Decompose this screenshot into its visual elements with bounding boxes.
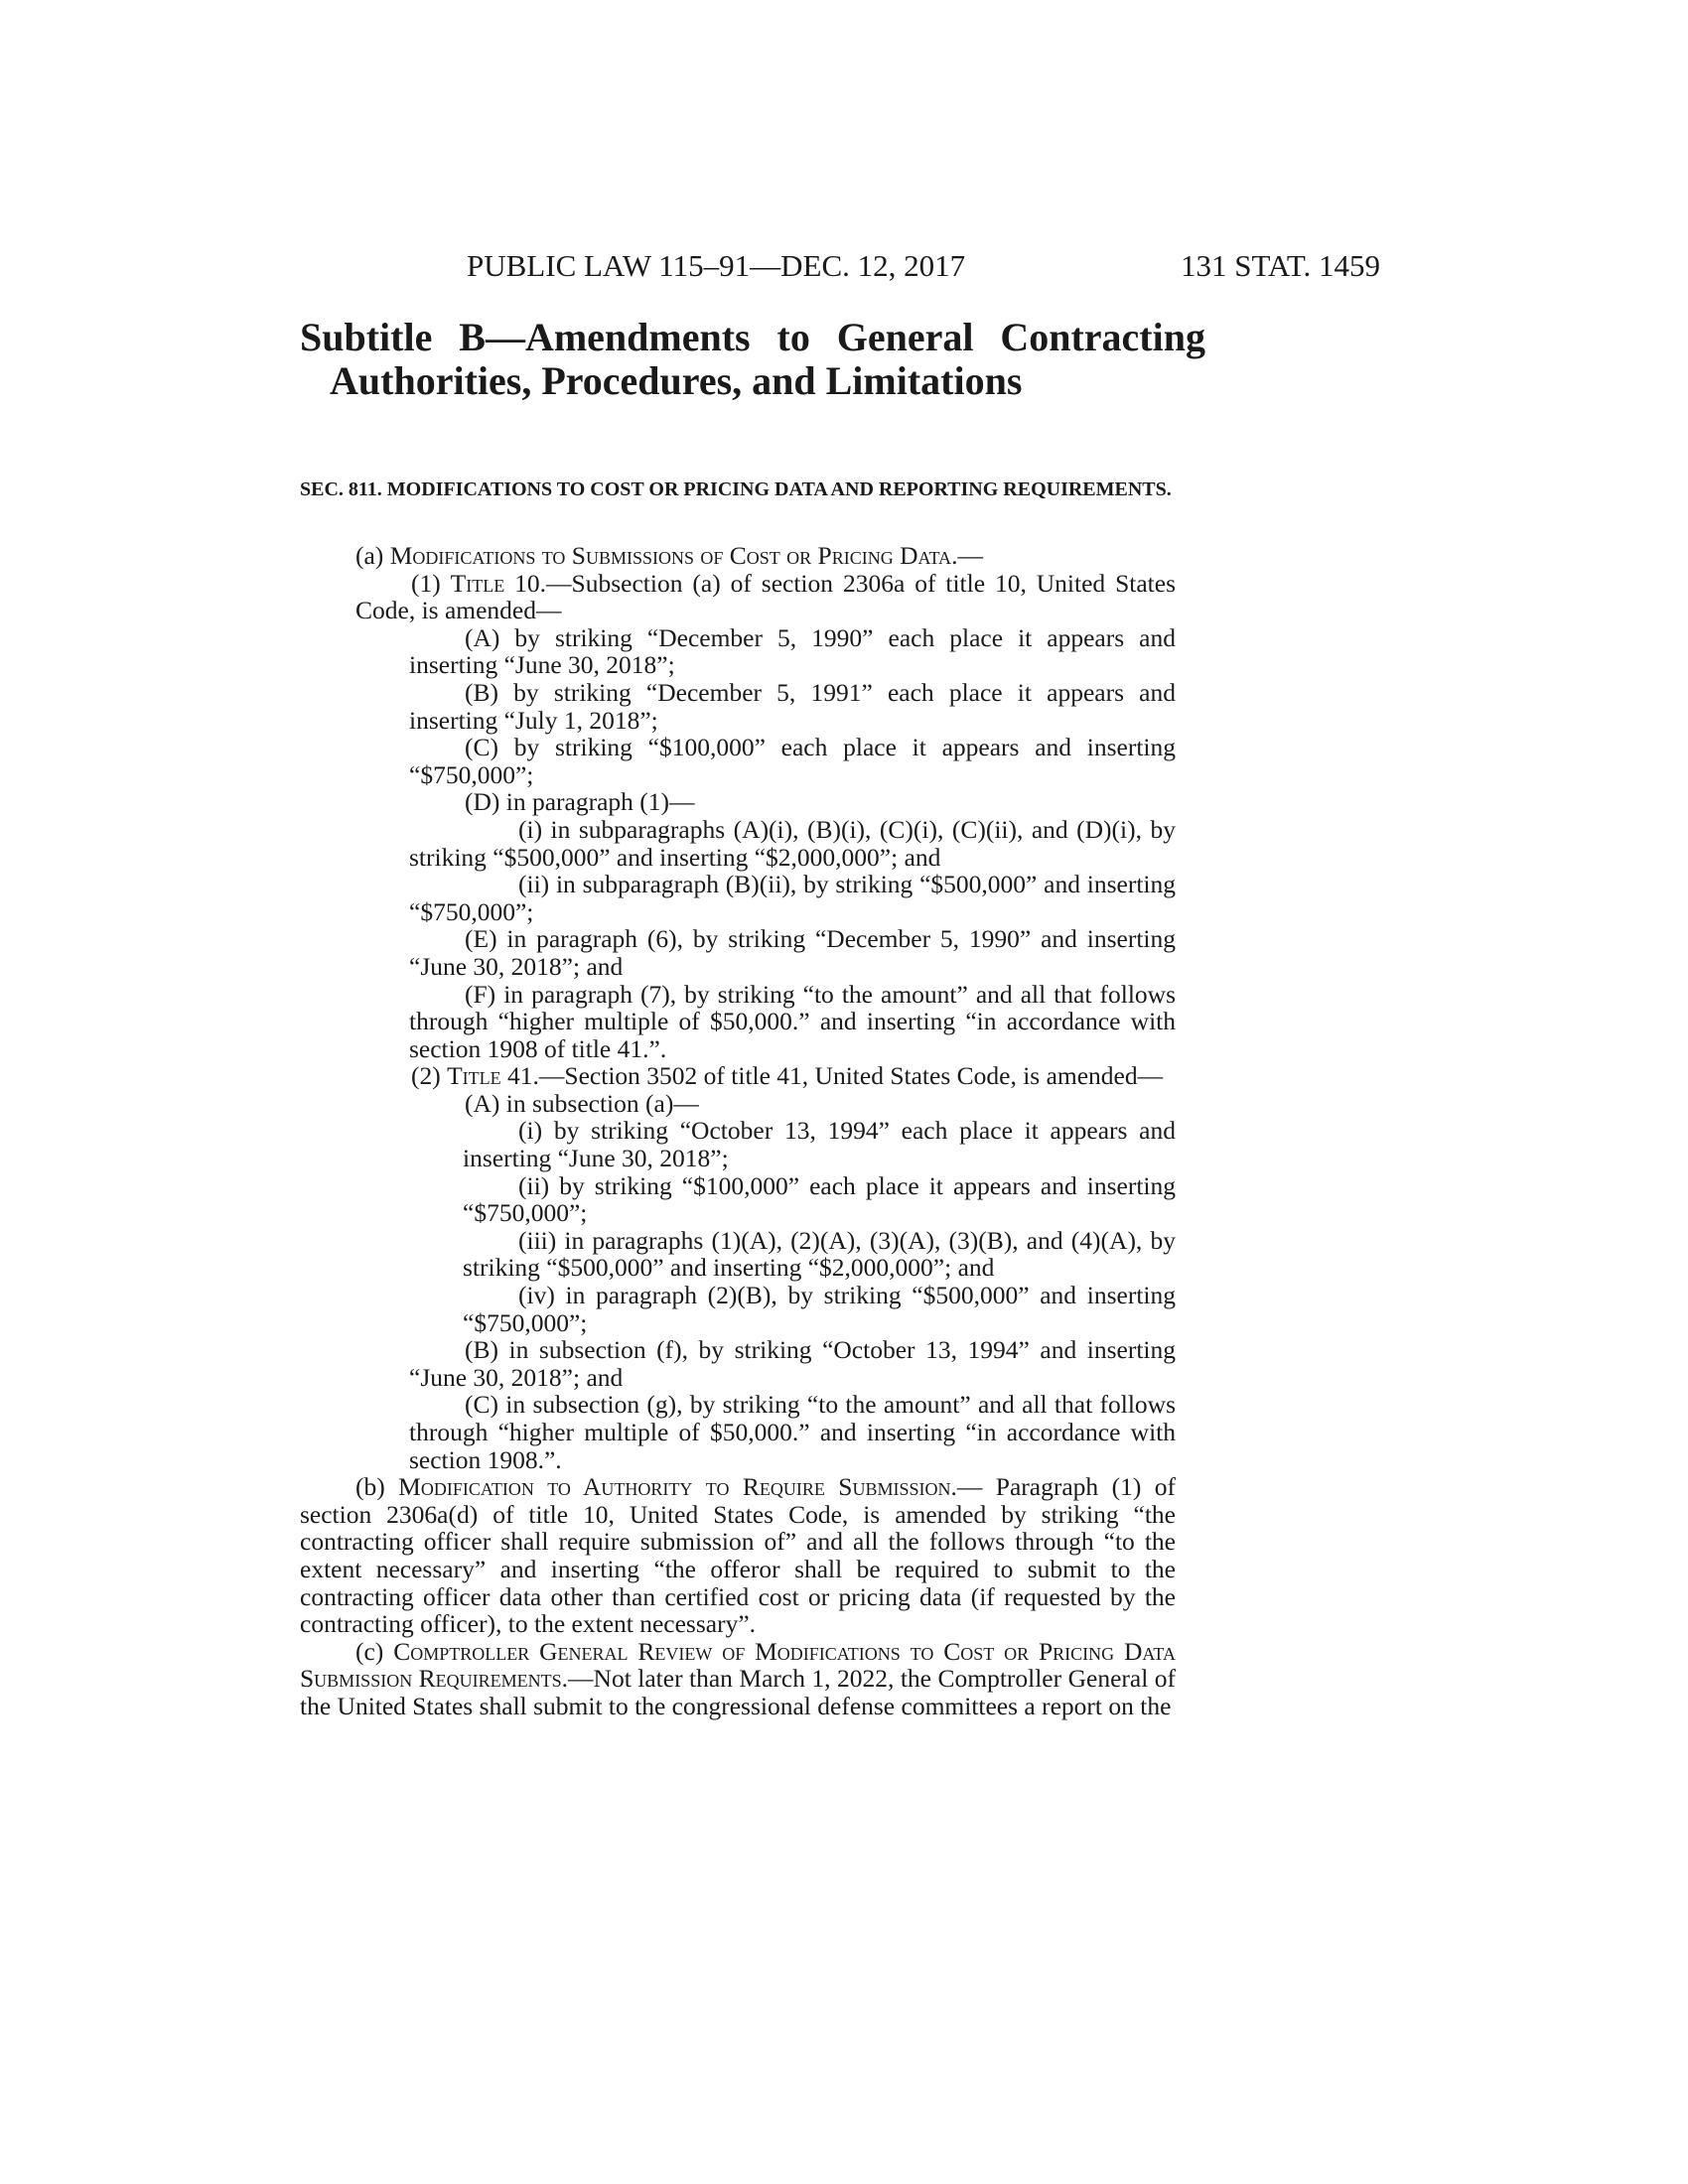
- clause-a2B: (B) in subsection (f), by striking “October 13, 1994” and inserting “June 30, 2018”; and: [409, 1335, 1176, 1392]
- clause-a1B: (B) by striking “December 5, 1991” each place it appears and inserting “July 1, 2018”;: [409, 677, 1176, 735]
- item-a1Dii: (ii) in subparagraph (B)(ii), by striking “$500,000” and inserting “$750,000”;: [409, 870, 1176, 926]
- statute-page-number: 131 STAT. 1459: [1180, 248, 1380, 283]
- clause-a1E: (E) in paragraph (6), by striking “December 5, 1990” and inserting “June 30, 2018”; and: [409, 924, 1176, 981]
- clause-a2A: (A) in subsection (a)—: [465, 1088, 699, 1118]
- item-a2Ai: (i) by striking “October 13, 1994” each place it appears and inserting “June 30, 2018”;: [463, 1116, 1176, 1173]
- section-body: [300, 542, 1176, 1720]
- item-a1Di: (i) in subparagraphs (A)(i), (B)(i), (C)(i), (C)(ii), and (D)(i), by striking “$500,000” and inserting “$2,000,000”; and: [409, 814, 1176, 872]
- clause-a1A: (A) by striking “December 5, 1990” each place it appears and inserting “June 30, 2018”;: [409, 622, 1176, 680]
- running-head: [298, 246, 1380, 286]
- item-a2Aiv: (iv) in paragraph (2)(B), by striking “$500,000” and inserting “$750,000”;: [463, 1281, 1176, 1337]
- subsection-b: (b) Modification to Authority to Require Submission.— Paragraph (1) of section 2306a(d) of title 10, United States Code, is amended by striking “the contracting officer shall require submission of” and all the follows through “to the extent necessary” and inserting “the offeror shall be required to submit to the contracting officer data other than certified cost or pricing data (if requested by the contracting officer), to the extent necessary”.: [300, 1472, 1176, 1639]
- clause-a2C: (C) in subsection (g), by striking “to the amount” and all that follows through “higher multiple of $50,000.” and inserting “in accordance with section 1908.”.: [409, 1390, 1176, 1474]
- paragraph-a2: (2) Title 41.—Section 3502 of title 41, United States Code, is amended—: [411, 1061, 1164, 1091]
- paragraph-a1: (1) Title 10.—Subsection (a) of section 2306a of title 10, United States Code, is amended—: [355, 568, 1177, 625]
- clause-a1F: (F) in paragraph (7), by striking “to the amount” and all that follows through “higher multiple of $50,000.” and inserting “in accordance with section 1908 of title 41.”.: [409, 979, 1176, 1063]
- clause-a1C: (C) by striking “$100,000” each place it appears and inserting “$750,000”;: [409, 733, 1176, 789]
- item-a2Aii: (ii) by striking “$100,000” each place it appears and inserting “$750,000”;: [463, 1170, 1176, 1228]
- public-law-citation: PUBLIC LAW 115–91—DEC. 12, 2017: [467, 248, 966, 283]
- clause-a1D: (D) in paragraph (1)—: [465, 787, 695, 817]
- subtitle-heading: Subtitle B—Amendments to General Contracting Authorities, Procedures, and Limitations: [300, 315, 1205, 403]
- subsection-a: (a) Modifications to Submissions of Cost or Pricing Data.—: [355, 541, 983, 570]
- item-a2Aiii: (iii) in paragraphs (1)(A), (2)(A), (3)(A), (3)(B), and (4)(A), by striking “$500,000” and inserting “$2,000,000”; and: [463, 1225, 1176, 1283]
- subsection-c: (c) Comptroller General Review of Modifications to Cost or Pricing Data Submission Requirements.—Not later than March 1, 2022, the Comptroller General of the United States shall submit to the congressional defense committees a report on the: [300, 1636, 1176, 1720]
- section-heading: SEC. 811. MODIFICATIONS TO COST OR PRICING DATA AND REPORTING REQUIREMENTS.: [300, 478, 1172, 500]
